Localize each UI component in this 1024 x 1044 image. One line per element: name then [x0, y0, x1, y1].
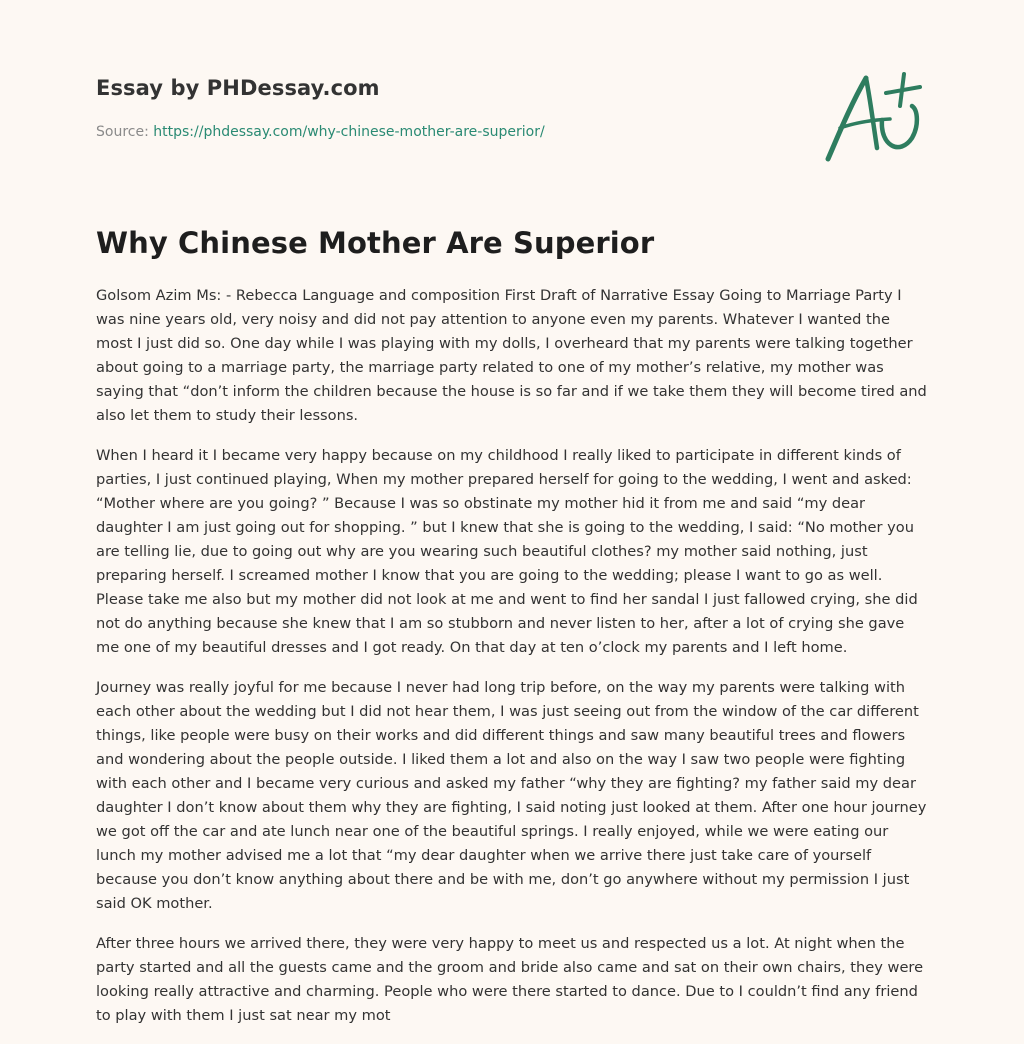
essay-paragraph: Journey was really joyful for me because I never had long trip before, on the way my parents were talking with each other about the wedding but I did not hear them, I was just seeing out from the window of the car different things, like people were busy on their works and did different things and saw many beautiful trees and flowers and wondering about the people outside. I liked them a lot and also on the way I saw two people were fighting with each other and I became very curious and asked my father “why they are fighting? my father said my dear daughter I don’t know about them why they are fighting, I said noting just looked at them. After one hour journey we got off the car and ate lunch near one of the beautiful springs. I really enjoyed, while we were eating our lunch my mother advised me a lot that “my dear daughter when we arrive there just take care of yourself because you don’t know anything about there and be with me, don’t go anywhere without my permission I just said OK mother.: [96, 679, 927, 912]
source-label: Source:: [96, 124, 154, 140]
essay-title: Why Chinese Mother Are Superior: [96, 226, 655, 260]
essay-paragraph: Golsom Azim Ms: - Rebecca Language and composition First Draft of Narrative Essay Going to Marriage Party I was nine years old, very noisy and did not pay attention to anyone even my parents. Whatever I wanted the most I just did so. One day while I was playing with my dolls, I overheard that my parents were talking together about going to a marriage party, the marriage party related to one of my mother’s relative, my mother was saying that “don’t inform the children because the house is so far and if we take them they will become tired and also let them to study their lessons.: [96, 287, 927, 424]
source-line: [96, 124, 545, 140]
a-plus-logo-icon: [820, 66, 930, 166]
site-brand: Essay by PHDessay.com: [96, 76, 380, 100]
essay-paragraph: After three hours we arrived there, they were very happy to meet us and respected us a lot. At night when the party started and all the guests came and the groom and bride also came and sat on their own chairs, they were looking really attractive and charming. People who were there started to dance. Due to I couldn’t find any friend to play with them I just sat near my mot: [96, 935, 924, 1024]
essay-body: [96, 284, 930, 1044]
essay-paragraph: When I heard it I became very happy because on my childhood I really liked to participate in different kinds of parties, I just continued playing, When my mother prepared herself for going to the wedding, I went and asked: “Mother where are you going? ” Because I was so obstinate my mother hid it from me and said “my dear daughter I am just going out for shopping. ” but I knew that she is going to the wedding, I said: “No mother you are telling lie, due to going out why are you wearing such beautiful clothes? my mother said nothing, just preparing herself. I screamed mother I know that you are going to the wedding; please I want to go as well. Please take me also but my mother did not look at me and went to find her sandal I just fallowed crying, she did not do anything because she knew that I am so stubborn and never listen to her, after a lot of crying she gave me one of my beautiful dresses and I got ready. On that day at ten o’clock my parents and I left home.: [96, 447, 918, 656]
source-link[interactable]: https://phdessay.com/why-chinese-mother-are-superior/: [153, 124, 545, 140]
